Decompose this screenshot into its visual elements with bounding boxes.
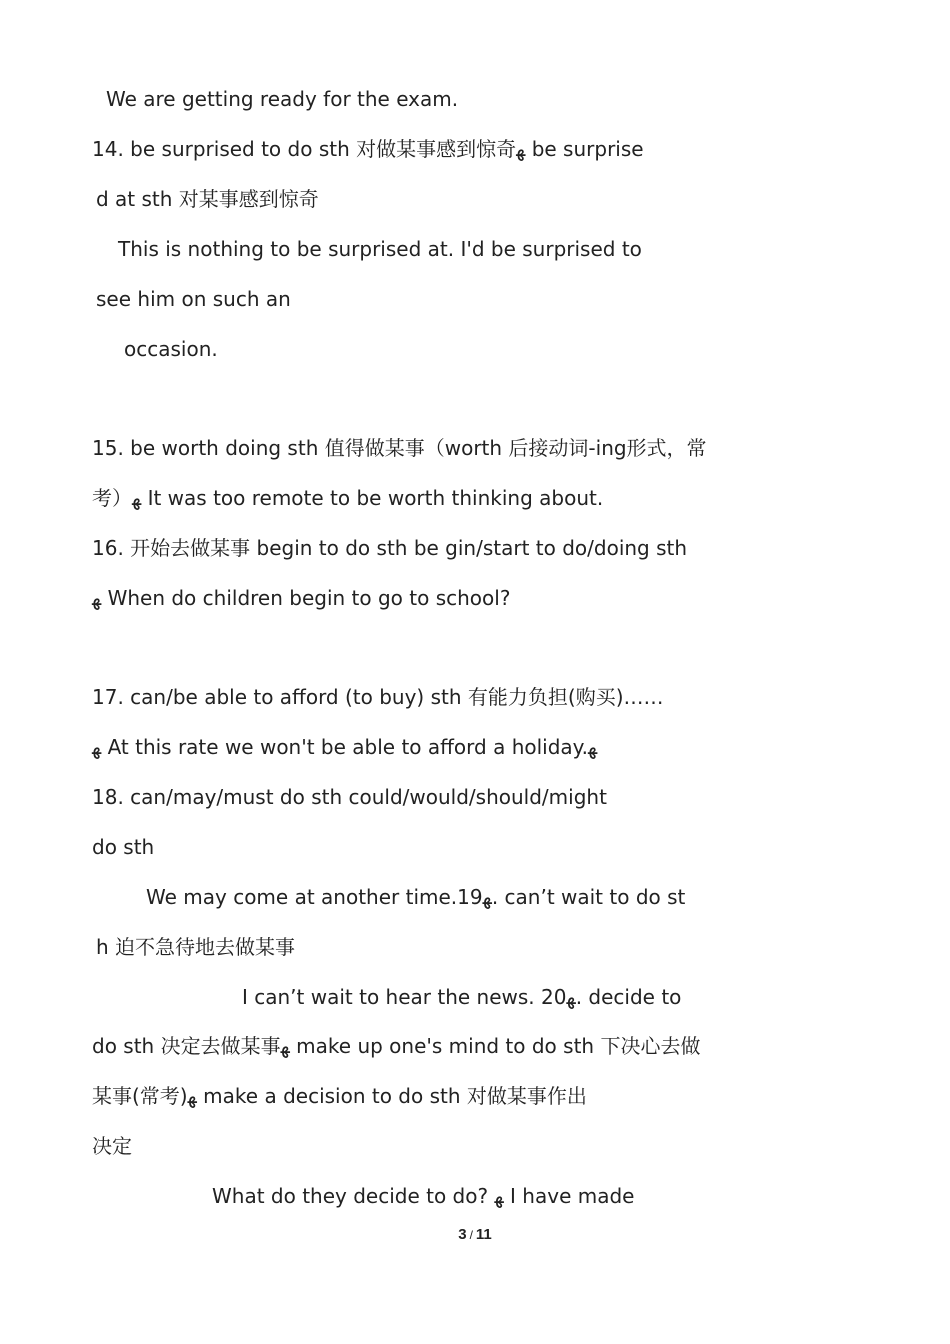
- text-line: do sth: [92, 835, 155, 859]
- text-line: I can’t wait to hear the news. 20ﻬ. decide to: [242, 985, 682, 1009]
- text-line: h 迫不急待地去做某事: [96, 935, 296, 959]
- page-separator: /: [469, 1228, 473, 1242]
- text-line: 16. 开始去做某事 begin to do sth be gin/start to do/doing sth: [92, 536, 688, 560]
- text-line: occasion.: [124, 337, 218, 361]
- text-line: 考）ﻬ It was too remote to be worth thinking about.: [92, 486, 604, 510]
- text-line: 15. be worth doing sth 值得做某事（worth 后接动词-ing形式，常: [92, 436, 707, 460]
- text-line: We are getting ready for the exam.: [106, 87, 459, 111]
- text-line: do sth 决定去做某事ﻬ make up one's mind to do sth 下决心去做: [92, 1034, 701, 1058]
- page-total: 11: [475, 1226, 492, 1243]
- text-line: 决定: [92, 1134, 132, 1158]
- text-line: see him on such an: [96, 287, 291, 311]
- text-line: We may come at another time.19ﻬ. can’t wait to do st: [146, 885, 686, 909]
- text-line: 某事(常考)ﻬ make a decision to do sth 对做某事作出: [92, 1084, 587, 1108]
- text-line: This is nothing to be surprised at. I'd be surprised to: [118, 237, 642, 261]
- text-line: ﻬ At this rate we won't be able to afford a holiday.ﻬ: [92, 735, 598, 759]
- text-line: 17. can/be able to afford (to buy) sth 有能力负担(购买)……: [92, 685, 664, 709]
- text-line: ﻬ When do children begin to go to school?: [92, 586, 511, 610]
- text-line: d at sth 对某事感到惊奇: [96, 187, 319, 211]
- page-indicator: [0, 1226, 950, 1243]
- text-line: 18. can/may/must do sth could/would/should/might: [92, 785, 607, 809]
- text-line: What do they decide to do? ﻬ I have made: [212, 1184, 635, 1208]
- text-line: 14. be surprised to do sth 对做某事感到惊奇ﻬ be surprise: [92, 137, 644, 161]
- page-current: 3: [458, 1226, 467, 1243]
